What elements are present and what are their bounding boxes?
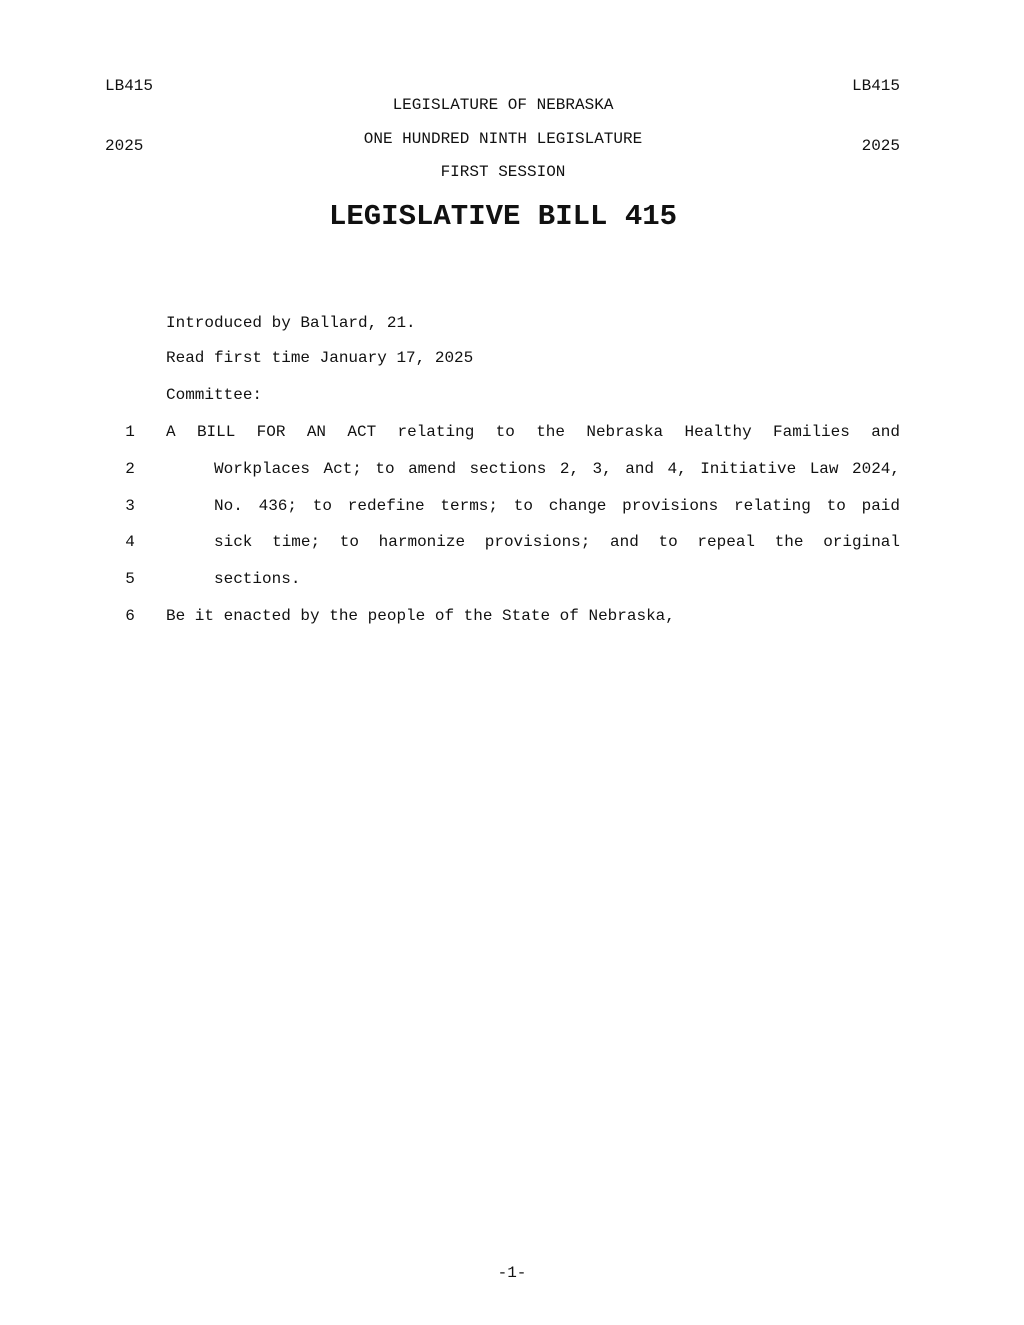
line-number: 3 [125,497,135,515]
header-right-bill-number: LB415 [851,77,900,95]
legislature-name: LEGISLATURE OF NEBRASKA [392,96,614,114]
line-number: 4 [125,533,135,551]
bill-title: LEGISLATIVE BILL 415 [328,200,678,233]
enacting-clause: Be it enacted by the people of the State of Nebraska, [166,607,675,625]
line-number: 6 [125,607,135,625]
bill-text-line: sections. [214,570,301,588]
header-left-year: 2025 [105,137,144,155]
legislature-number: ONE HUNDRED NINTH LEGISLATURE [363,130,643,148]
bill-text-line: Workplaces Act; to amend sections 2, 3, and 4, Initiative Law 2024, [214,460,900,478]
line-number: 2 [125,460,135,478]
line-number: 1 [125,423,135,441]
page-number: -1- [497,1264,527,1282]
session-name: FIRST SESSION [440,163,566,181]
introduced-by: Introduced by Ballard, 21. [166,314,416,332]
header-left-bill-number: LB415 [105,77,154,95]
bill-text-line: No. 436; to redefine terms; to change provisions relating to paid [214,497,900,515]
line-number: 5 [125,570,135,588]
header-right-year: 2025 [861,137,900,155]
committee-label: Committee: [166,386,263,404]
bill-text-line: A BILL FOR AN ACT relating to the Nebraska Healthy Families and [166,423,900,441]
bill-text-line: sick time; to harmonize provisions; and to repeal the original [214,533,900,551]
read-first-time: Read first time January 17, 2025 [166,349,474,367]
